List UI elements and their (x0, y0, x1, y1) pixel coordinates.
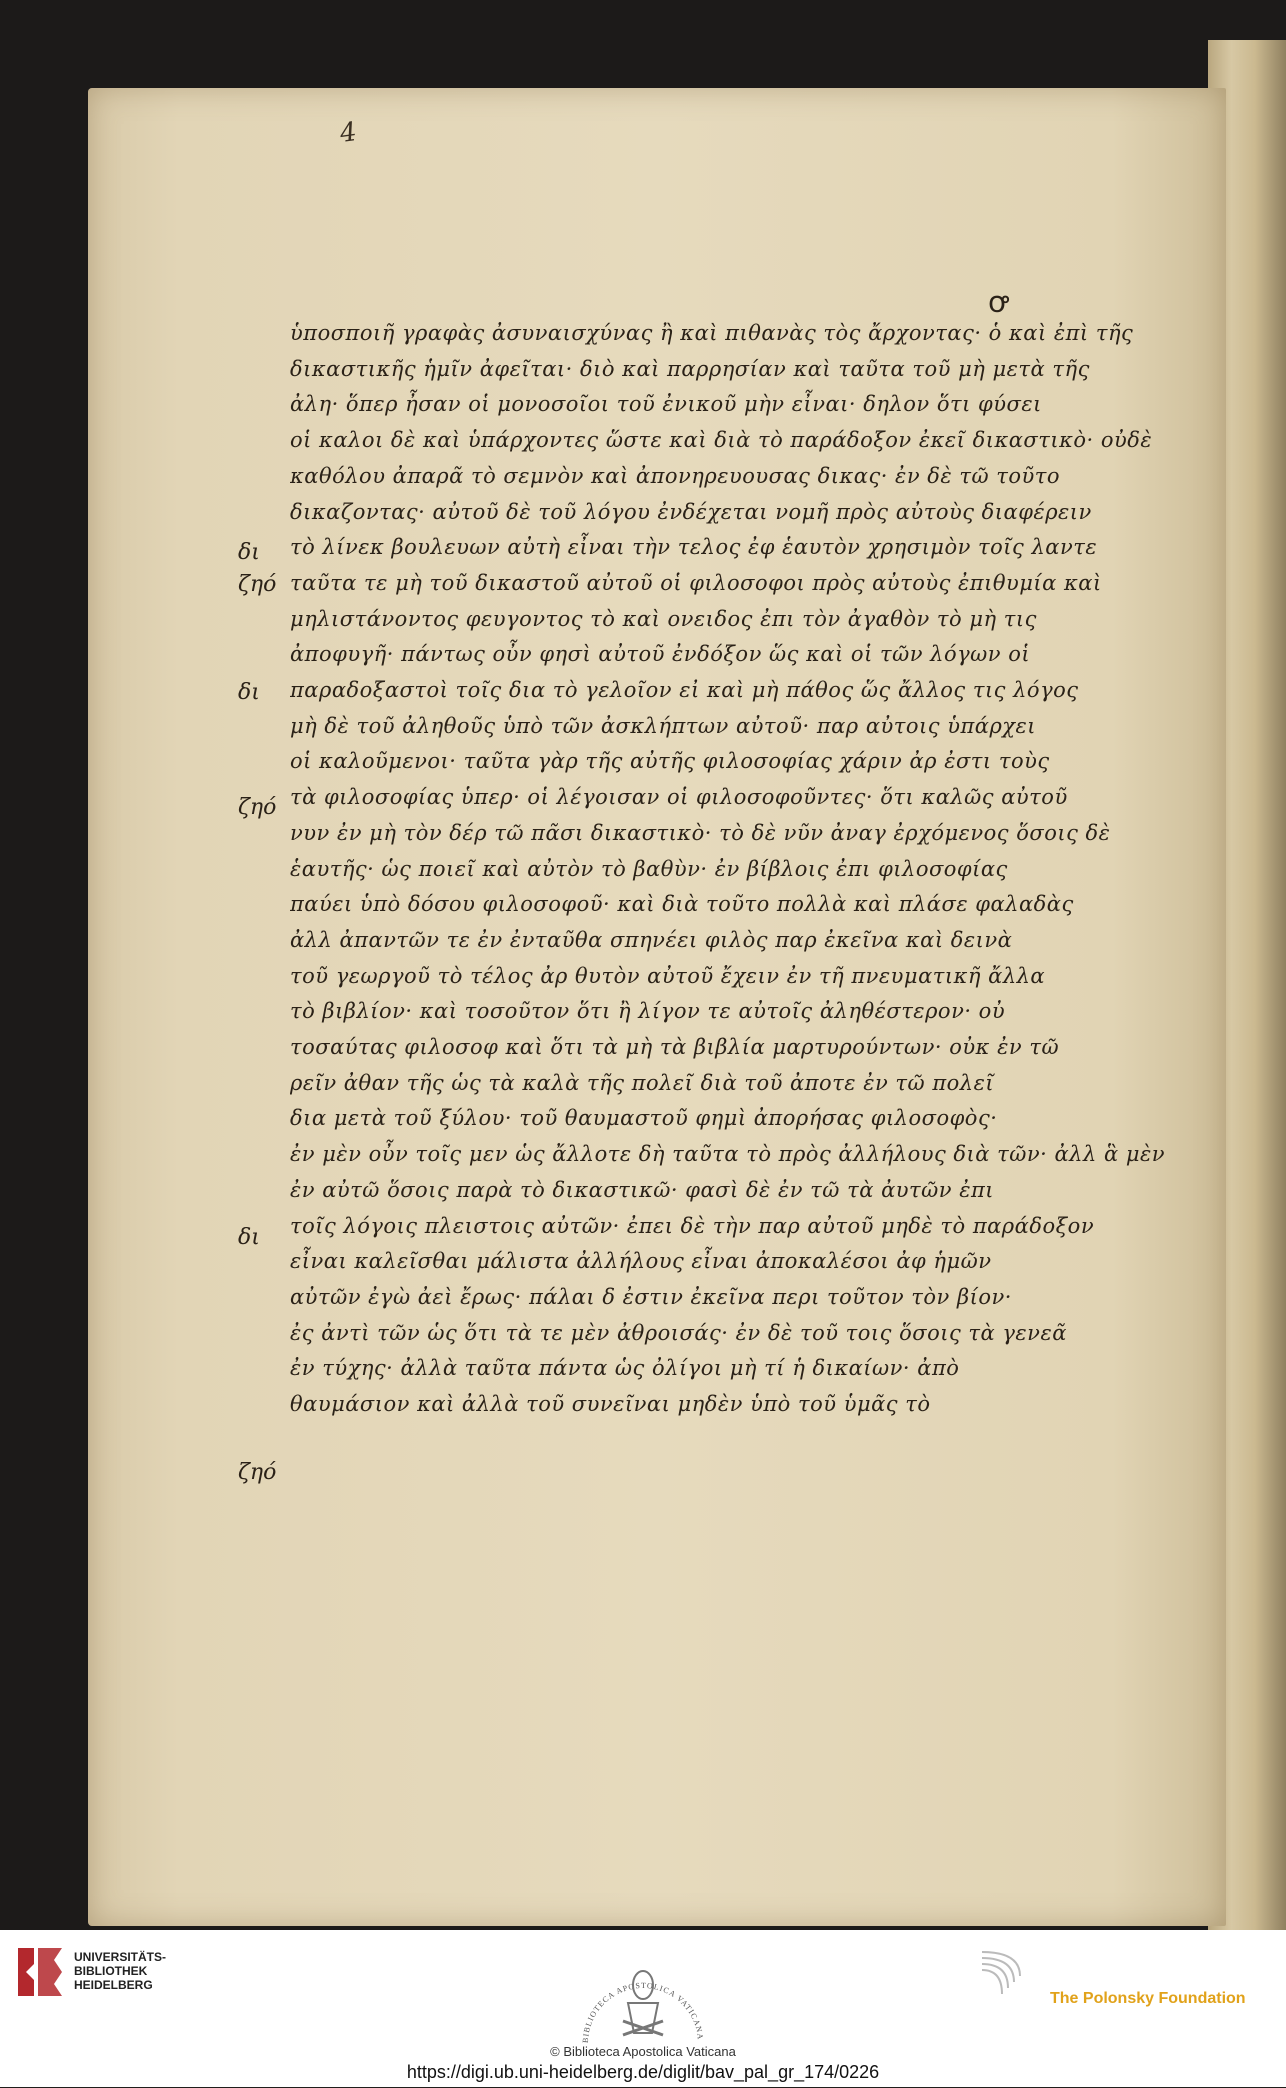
manuscript-line: καθόλου ἀπαρᾶ τὸ σεμνὸν καὶ ἀπονηρευουσας δικας· ἐν δὲ τῶ τοῦτο (290, 463, 1061, 488)
marginal-note: ζηό (238, 572, 277, 597)
footer-bar (0, 1930, 1286, 2087)
manuscript-line: παύει ὑπὸ δόσου φιλοσοφοῦ· καὶ διὰ τοῦτο πολλὰ καὶ πλάσε φαλαδὰς (290, 892, 1074, 917)
manuscript-line: δικαζοντας· αὐτοῦ δὲ τοῦ λόγου ἐνδέχεται νομῆ πρὸς αὐτοὺς διαφέρειν (290, 499, 1092, 524)
ub-heidelberg-label[interactable] (74, 1950, 166, 1992)
manuscript-line: μηλιστάνοντος φευγοντος τὸ καὶ ονειδος ἐπι τὸν ἀγαθὸν τὸ μὴ τις (290, 606, 1037, 631)
manuscript-line: ἐν μὲν οὖν τοῖς μεν ὡς ἄλλοτε δὴ ταῦτα τὸ πρὸς ἀλλήλους διὰ τῶν· ἀλλ ἃ μὲν (290, 1142, 1166, 1167)
manuscript-line: ἐς ἀντὶ τῶν ὡς ὅτι τὰ τε μὲν ἀθροισάς· ἐν δὲ τοῦ τοις ὅσοις τὰ γενεᾶ (290, 1320, 1067, 1345)
ornament-mark: ꝍ (988, 285, 1009, 320)
manuscript-line: ρεῖν ἀθαν τῆς ὡς τὰ καλὰ τῆς πολεῖ διὰ τοῦ ἀποτε ἐν τῶ πολεῖ (290, 1070, 995, 1095)
manuscript-line: οἱ καλοι δὲ καὶ ὑπάρχοντες ὥστε καὶ διὰ τὸ παράδοξον ἐκεῖ δικαστικὸ· οὐδὲ (290, 428, 1153, 453)
marginal-note: ζηό (238, 1460, 277, 1485)
bav-seal-text: BIBLIOTECA APOSTOLICA VATICANA (580, 1980, 705, 2044)
ub-heidelberg-logo-icon (14, 1944, 66, 2000)
manuscript-line: ἀποφυγῆ· πάντως οὖν φησὶ αὐτοῦ ἐνδόξον ὥς καὶ οἱ τῶν λόγων οἱ (290, 642, 1031, 667)
manuscript-line: ἐν τύχης· ἀλλὰ ταῦτα πάντα ὡς ὀλίγοι μὴ τί ἡ δικαίων· ἀπὸ (290, 1356, 960, 1381)
manuscript-line: τοσαύτας φιλοσοφ καὶ ὅτι τὰ μὴ τὰ βιβλία μαρτυρούντων· οὐκ ἐν τῶ (290, 1035, 1060, 1059)
marginal-note: ζηό (238, 795, 277, 820)
manuscript-line: νυν ἐν μὴ τὸν δέρ τῶ πᾶσι δικαστικὸ· τὸ δὲ νῦν ἀναγ ἐρχόμενος ὅσοις δὲ (290, 820, 1111, 845)
manuscript-line: δια μετὰ τοῦ ξύλου· τοῦ θαυμαστοῦ φημὶ ἀπορήσας φιλοσοφὸς· (290, 1106, 998, 1131)
manuscript-line: ἑαυτῆς· ὡς ποιεῖ καὶ αὐτὸν τὸ βαθὺν· ἐν βίβλοις ἐπι φιλοσοφίας (290, 856, 1008, 881)
polonsky-foundation-label[interactable]: The Polonsky Foundation (1050, 1990, 1246, 2007)
manuscript-line: ἀλη· ὅπερ ἦσαν οἱ μονοσοῖοι τοῦ ἐνικοῦ μὴν εἶναι· δηλον ὅτι φύσει (290, 392, 1042, 417)
manuscript-line: τοῖς λόγοις πλειστοις αὐτῶν· ἐπει δὲ τὴν παρ αὐτοῦ μηδὲ τὸ παράδοξον (290, 1213, 1095, 1238)
folio-number: 4 (337, 116, 359, 150)
marginal-note: δι (238, 1225, 260, 1250)
manuscript-line: παραδοξαστοὶ τοῖς δια τὸ γελοῖον εἰ καὶ μὴ πάθος ὥς ἄλλος τις λόγος (290, 678, 1079, 702)
copyright-text: © Biblioteca Apostolica Vaticana (550, 2044, 736, 2059)
manuscript-line: ταῦτα τε μὴ τοῦ δικαστοῦ αὐτοῦ οἱ φιλοσοφοι πρὸς αὐτοὺς ἐπιθυμία καὶ (290, 570, 1102, 595)
manuscript-line: οἱ καλοῦμενοι· ταῦτα γὰρ τῆς αὐτῆς φιλοσοφίας χάριν ἀρ ἐστι τοὺς (290, 749, 1050, 774)
marginal-note: δι (238, 680, 260, 705)
manuscript-line: ὑποσποιῆ γραφὰς ἀσυναισχύνας ἢ καὶ πιθανὰς τὸς ἄρχοντας· ὁ καὶ ἐπὶ τῆς (290, 321, 1134, 345)
ub-line-1: UNIVERSITÄTS- (74, 1950, 167, 1964)
ub-line-3: HEIDELBERG (74, 1978, 153, 1992)
manuscript-line: δικαστικῆς ἡμῖν ἀφεῖται· διὸ καὶ παρρησίαν καὶ ταῦτα τοῦ μὴ μετὰ τῆς (290, 356, 1090, 381)
ub-line-2: BIBLIOTHEK (74, 1964, 148, 1978)
manuscript-line: ἀλλ ἀπαντῶν τε ἐν ἐνταῦθα σπηνέει φιλὸς παρ ἐκεῖνα καὶ δεινὰ (290, 927, 1013, 952)
manuscript-line: τοῦ γεωργοῦ τὸ τέλος ἀρ θυτὸν αὐτοῦ ἔχειν ἐν τῆ πνευματικῆ ἄλλα (290, 963, 1046, 988)
manuscript-line: τὸ λίνεκ βουλευων αὐτὴ εἶναι τὴν τελος ἐφ ἑαυτὸν χρησιμὸν τοῖς λαντε (290, 535, 1098, 560)
manuscript-line: τὰ φιλοσοφίας ὑπερ· οἱ λέγοισαν οἱ φιλοσοφοῦντες· ὅτι καλῶς αὐτοῦ (290, 785, 1068, 810)
polonsky-logo-icon (980, 1946, 1040, 2006)
source-url-link[interactable]: https://digi.ub.uni-heidelberg.de/diglit/bav_pal_gr_174/0226 (406, 2062, 880, 2082)
manuscript-line: αὐτῶν ἐγὼ ἀεὶ ἔρως· πάλαι δ ἐστιν ἐκεῖνα περι τοῦτον τὸν βίον· (290, 1284, 1012, 1309)
manuscript-line: εἶναι καλεῖσθαι μάλιστα ἀλλήλους εἶναι ἀποκαλέσοι ἀφ ἡμῶν (290, 1249, 992, 1274)
manuscript-line: τὸ βιβλίον· καὶ τοσοῦτον ὅτι ἢ λίγον τε αὐτοῖς ἀληθέστερον· οὐ (290, 999, 1006, 1024)
marginal-note: δι (238, 540, 260, 565)
manuscript-line: ἐν αὐτῶ ὅσοις παρὰ τὸ δικαστικῶ· φασὶ δὲ ἐν τῶ τὰ ἀυτῶν ἐπι (290, 1177, 995, 1202)
manuscript-line: θαυμάσιον καὶ ἀλλὰ τοῦ συνεῖναι μηδὲν ὑπὸ τοῦ ὑμᾶς τὸ (290, 1392, 931, 1416)
manuscript-line: μὴ δὲ τοῦ ἀληθοῦς ὑπὸ τῶν ἀσκλήπτων αὐτοῦ· παρ αὐτοις ὑπάρχει (290, 713, 1037, 738)
